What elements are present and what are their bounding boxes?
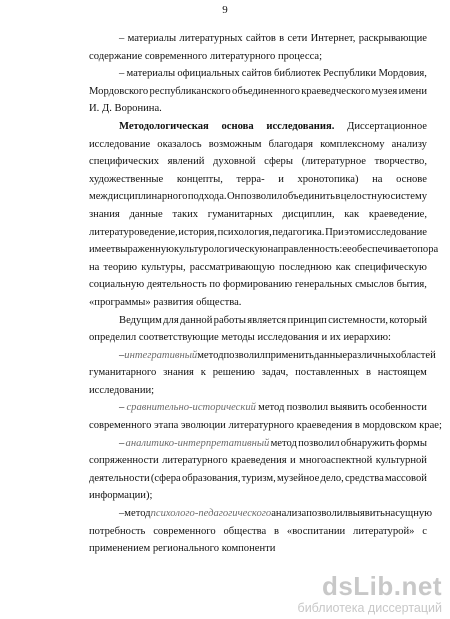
- text-line: [89, 329, 427, 347]
- word: основа: [221, 120, 254, 132]
- word: интегративный: [124, 349, 198, 361]
- word: объединить: [282, 191, 335, 203]
- word: –: [119, 402, 125, 414]
- word: При: [325, 226, 344, 238]
- word: компоненти: [221, 543, 276, 555]
- word: исследование: [89, 138, 151, 150]
- word: литературой»: [353, 525, 415, 537]
- word: материалы: [126, 68, 176, 80]
- word: позволил: [298, 437, 340, 449]
- word: соответствующие: [138, 332, 219, 344]
- word: систему: [390, 191, 427, 203]
- word: в: [365, 367, 371, 379]
- text-line: [89, 171, 427, 189]
- word: литературоведение,: [89, 226, 178, 238]
- word: гуманитарных: [207, 208, 273, 220]
- word: таких: [172, 208, 199, 220]
- word: целостную: [340, 191, 391, 203]
- word: который: [389, 314, 427, 326]
- word: этом: [344, 226, 366, 238]
- word: деятельности: [89, 472, 150, 484]
- word: системности,: [328, 314, 389, 326]
- word: в: [354, 420, 360, 432]
- word: хронотопика): [297, 173, 359, 185]
- word: бытия,: [396, 279, 427, 291]
- word: исследование: [365, 226, 427, 238]
- word: общества: [223, 525, 267, 537]
- word: позволил: [240, 191, 283, 203]
- word: как: [344, 208, 360, 220]
- word: оказалось: [157, 138, 202, 150]
- word: метод: [258, 402, 285, 414]
- word: современного: [144, 50, 208, 62]
- word: –: [119, 437, 125, 449]
- text-line: [89, 540, 427, 558]
- word: Д.: [101, 103, 112, 115]
- word: их: [329, 332, 341, 344]
- word: определил: [89, 332, 137, 344]
- word: является: [247, 314, 287, 326]
- word: процесса;: [278, 50, 323, 62]
- word: концепты,: [176, 173, 223, 185]
- word: в: [335, 191, 341, 203]
- word: социальную: [89, 279, 145, 291]
- word: информации);: [89, 490, 153, 502]
- word: различных: [347, 349, 396, 361]
- word: и: [321, 332, 328, 344]
- text-line: [89, 435, 427, 453]
- word: знания: [163, 367, 194, 379]
- word: потребность: [89, 525, 146, 537]
- watermark-logo: dsLib.net: [321, 571, 442, 601]
- text-line: [89, 65, 427, 83]
- word: по: [209, 279, 221, 291]
- word: педагогика.: [272, 226, 325, 238]
- word: Интернет,: [310, 33, 356, 44]
- word: объединенного: [232, 85, 300, 97]
- text-line: [89, 294, 427, 312]
- word: Мордовского: [89, 85, 149, 97]
- word: междисциплинарного: [89, 191, 188, 203]
- word: комплексному: [320, 138, 385, 150]
- word: (литературное: [301, 156, 366, 168]
- word: литературного: [162, 455, 228, 467]
- word: литературного: [209, 50, 276, 62]
- word: обеспечивает: [351, 244, 412, 256]
- text-line: [89, 312, 427, 330]
- word: гуманитарного: [89, 367, 157, 379]
- word: духовной: [213, 156, 256, 168]
- text-line: [89, 136, 427, 154]
- word: принцип: [287, 314, 327, 326]
- text-line: [89, 259, 427, 277]
- word: «воспитании: [286, 525, 346, 537]
- word: художественные: [89, 173, 164, 185]
- word: к: [200, 367, 206, 379]
- word: рассматривающую: [189, 261, 275, 273]
- word: смыслов: [355, 279, 394, 291]
- word: последнюю: [278, 261, 332, 273]
- body-text: [89, 30, 442, 558]
- text-line: [89, 241, 439, 259]
- word: на: [372, 173, 383, 185]
- word: Республики: [323, 68, 377, 80]
- word: решению: [212, 367, 255, 379]
- word: музея: [371, 85, 398, 97]
- word: культурологическую: [173, 244, 268, 256]
- word: насущную: [384, 508, 433, 520]
- word: республиканского: [149, 85, 231, 97]
- word: метод: [270, 437, 297, 449]
- word: генеральных: [294, 279, 353, 291]
- page-number: 9: [222, 4, 228, 16]
- watermark-subtitle: библиотека диссертаций: [297, 601, 442, 615]
- word: –: [119, 508, 125, 520]
- text-line: [89, 347, 436, 365]
- text-line: [89, 83, 427, 101]
- word: исследовании;: [89, 384, 155, 396]
- word: Он: [226, 191, 241, 203]
- word: И.: [89, 103, 100, 115]
- word: знания: [89, 208, 120, 220]
- text-line: [89, 224, 427, 242]
- text-line: [89, 100, 427, 118]
- word: библиотек: [274, 68, 321, 80]
- word: и: [290, 455, 296, 467]
- word: имеет: [89, 244, 116, 256]
- text-line: [89, 364, 427, 382]
- word: опора: [411, 244, 439, 256]
- word: краеведения: [230, 455, 287, 467]
- word: позволил: [286, 402, 329, 414]
- text-line: [89, 399, 427, 417]
- word: возможным: [208, 138, 262, 150]
- word: Методологическая: [119, 120, 209, 132]
- word: материалы: [127, 33, 177, 44]
- word: краеведческого: [301, 85, 371, 97]
- text-line: [89, 382, 427, 400]
- word: анализу: [391, 138, 427, 150]
- word: деятельность: [146, 279, 207, 291]
- word: данной: [179, 314, 213, 326]
- word: в: [279, 33, 285, 44]
- word: сравнительно-исторический: [126, 402, 256, 414]
- word: дело,: [320, 472, 344, 484]
- word: настоящем: [377, 367, 427, 379]
- word: эволюции: [180, 420, 226, 432]
- word: исследования: [257, 332, 319, 344]
- word: выявить: [347, 508, 385, 520]
- word: обнаружить: [340, 437, 395, 449]
- word: психолого-педагогического: [150, 508, 272, 520]
- word: направленность:: [267, 244, 343, 256]
- word: этапа: [154, 420, 179, 432]
- word: Ведущим: [119, 314, 162, 326]
- word: ее: [342, 244, 352, 256]
- word: культуры,: [141, 261, 186, 273]
- word: регионального: [152, 543, 220, 555]
- word: с: [422, 525, 427, 537]
- word: метод: [197, 349, 224, 361]
- word: основе: [396, 173, 427, 185]
- word: данные: [313, 349, 348, 361]
- word: в: [274, 525, 280, 537]
- word: данные: [129, 208, 163, 220]
- word: Диссертационное: [347, 120, 427, 132]
- word: методы: [221, 332, 255, 344]
- word: позволил: [223, 349, 265, 361]
- word: анализа: [271, 508, 307, 520]
- word: краеведение,: [368, 208, 427, 220]
- word: теорию: [103, 261, 138, 273]
- word: сайтов: [245, 33, 276, 44]
- word: массовой: [385, 472, 427, 484]
- word: применить: [264, 349, 314, 361]
- word: сети: [287, 33, 308, 44]
- text-line: [89, 523, 427, 541]
- word: музейное: [276, 472, 320, 484]
- word: Воронина.: [114, 103, 162, 115]
- word: специфических: [89, 156, 160, 168]
- word: задач,: [261, 367, 289, 379]
- text-line: [89, 30, 427, 48]
- word: специфическую: [354, 261, 427, 273]
- text-line: [89, 188, 427, 206]
- word: –: [119, 68, 125, 80]
- word: творчество,: [374, 156, 427, 168]
- text-line: [89, 206, 427, 224]
- word: современного: [89, 420, 152, 432]
- word: –: [119, 349, 125, 361]
- text-line: [89, 48, 427, 66]
- word: подхода.: [187, 191, 227, 203]
- word: на: [89, 261, 100, 273]
- text-line: [89, 470, 427, 488]
- word: краеведения: [296, 420, 353, 432]
- word: общества.: [196, 296, 242, 308]
- word: психология,: [217, 226, 272, 238]
- word: поставленных: [295, 367, 360, 379]
- word: многоаспектной: [299, 455, 373, 467]
- word: история,: [178, 226, 217, 238]
- word: имени: [398, 85, 427, 97]
- word: «программы»: [89, 296, 151, 308]
- word: и: [278, 173, 284, 185]
- word: работы: [213, 314, 246, 326]
- word: формированию: [223, 279, 293, 291]
- word: благодаря: [268, 138, 314, 150]
- word: выявить: [330, 402, 368, 414]
- word: сопряженности: [89, 455, 159, 467]
- word: формы: [395, 437, 427, 449]
- word: для: [163, 314, 179, 326]
- text-line: [89, 153, 427, 171]
- word: современного: [153, 525, 216, 537]
- word: метод: [124, 508, 151, 520]
- text-line: [89, 487, 427, 505]
- word: образования,: [181, 472, 241, 484]
- word: –: [119, 33, 125, 44]
- word: сайтов: [241, 68, 272, 80]
- word: туризм,: [241, 472, 276, 484]
- word: литературных: [179, 33, 243, 44]
- word: культурной: [375, 455, 427, 467]
- word: иерархию:: [343, 332, 391, 344]
- word: литературного: [228, 420, 294, 432]
- word: как: [335, 261, 351, 273]
- word: официальных: [177, 68, 240, 80]
- watermark: [292, 571, 442, 615]
- text-line: [89, 276, 427, 294]
- text-line: [89, 505, 433, 523]
- word: средства: [344, 472, 384, 484]
- text-line: [89, 452, 427, 470]
- text-line: [89, 417, 442, 435]
- word: содержание: [89, 50, 143, 62]
- word: явлений: [167, 156, 205, 168]
- word: Мордовия,: [378, 68, 427, 80]
- word: сферы: [264, 156, 293, 168]
- word: дисциплин,: [282, 208, 335, 220]
- text-line: [89, 118, 427, 136]
- word: раскрывающие: [358, 33, 427, 44]
- word: выраженную: [115, 244, 174, 256]
- word: исследования.: [266, 120, 335, 132]
- word: развития: [153, 296, 194, 308]
- word: крае;: [419, 420, 442, 432]
- word: особенности: [369, 402, 427, 414]
- word: мордовском: [362, 420, 417, 432]
- word: терра-: [236, 173, 265, 185]
- word: аналитико-интерпретативный: [125, 437, 270, 449]
- word: (сфера: [150, 472, 181, 484]
- word: применением: [89, 543, 151, 555]
- word: областей: [395, 349, 436, 361]
- word: позволил: [306, 508, 348, 520]
